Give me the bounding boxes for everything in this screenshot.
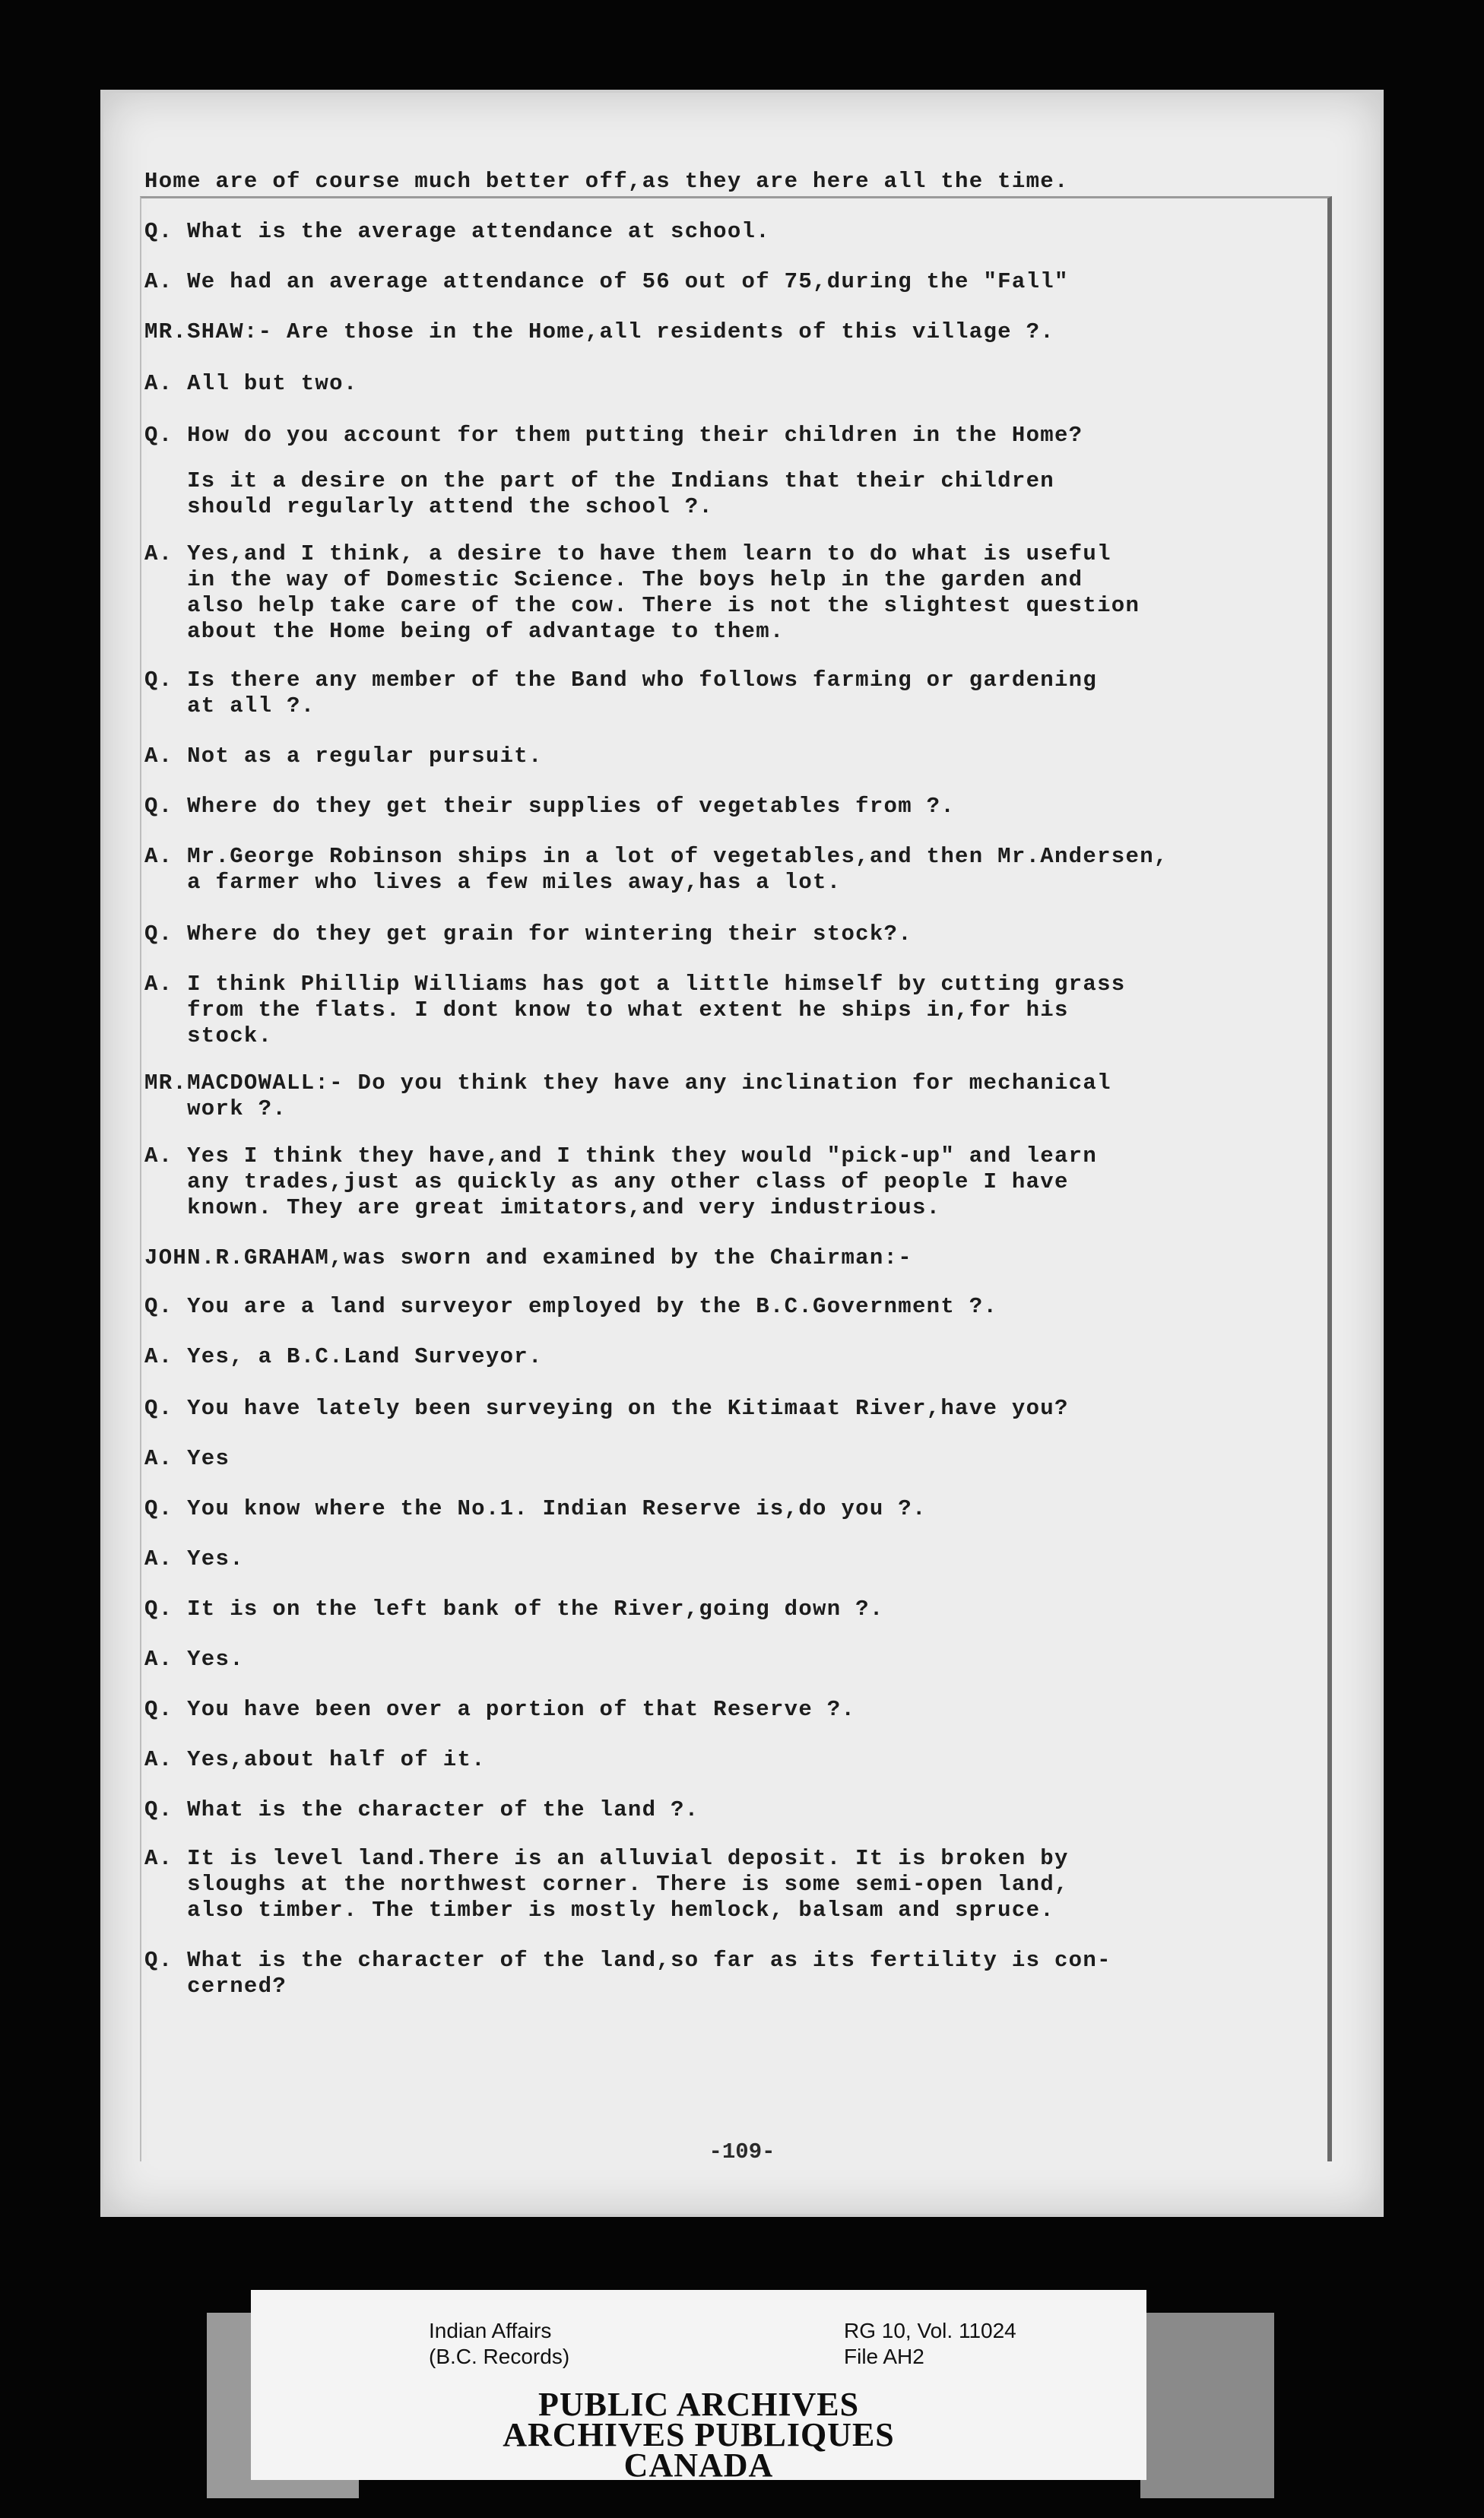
transcript-line: cerned?	[144, 1974, 287, 1999]
transcript-line: Q. What is the character of the land ?.	[144, 1797, 699, 1822]
transcript-line: A. All but two.	[144, 371, 358, 396]
transcript-line: Q. Is there any member of the Band who follows farming or gardening	[144, 668, 1098, 693]
transcript-line: A. I think Phillip Williams has got a little himself by cutting grass	[144, 972, 1126, 997]
transcript-line: Q. You have been over a portion of that Reserve ?.	[144, 1697, 856, 1722]
label-card-shadow-right	[1140, 2313, 1274, 2498]
transcript-line: Q. What is the average attendance at school.	[144, 219, 770, 244]
transcript-line: at all ?.	[144, 693, 316, 718]
transcript-line: Q. How do you account for them putting their children in the Home?	[144, 423, 1083, 448]
transcript-line: A. It is level land.There is an alluvial deposit. It is broken by	[144, 1846, 1069, 1871]
transcript-line: also help take care of the cow. There is not the slightest question	[144, 593, 1140, 618]
transcript-line: sloughs at the northwest corner. There is some semi-open land,	[144, 1872, 1069, 1897]
transcript-line: Q. What is the character of the land,so far as its fertility is con-	[144, 1948, 1111, 1973]
transcript-line: MR.MACDOWALL:- Do you think they have any inclination for mechanical	[144, 1070, 1111, 1096]
transcript-line: A. Yes I think they have,and I think they would "pick-up" and learn	[144, 1143, 1098, 1169]
archive-stamp-line-3: CANADA	[623, 2447, 774, 2484]
archive-stamp-line-1: PUBLIC ARCHIVES	[537, 2386, 860, 2423]
transcript-line: JOHN.R.GRAHAM,was sworn and examined by the Chairman:-	[144, 1245, 912, 1270]
transcript-line: should regularly attend the school ?.	[144, 494, 714, 519]
transcript-line: Q. It is on the left bank of the River,going down ?.	[144, 1597, 884, 1622]
transcript-line: MR.SHAW:- Are those in the Home,all residents of this village ?.	[144, 319, 1054, 344]
transcript-line: A. Mr.George Robinson ships in a lot of vegetables,and then Mr.Andersen,	[144, 844, 1168, 869]
transcript-line: A. Yes.	[144, 1546, 244, 1571]
page-number: -109-	[709, 2139, 775, 2164]
transcript-line: from the flats. I dont know to what extent he ships in,for his	[144, 997, 1069, 1023]
transcript-line: A. Yes	[144, 1446, 230, 1471]
transcript-line: A. Not as a regular pursuit.	[144, 744, 543, 769]
transcript-line: A. Yes,and I think, a desire to have them learn to do what is useful	[144, 541, 1111, 566]
transcript-line: Home are of course much better off,as they are here all the time.	[144, 169, 1069, 194]
transcript-line: A. Yes,about half of it.	[144, 1747, 486, 1772]
transcript-line: known. They are great imitators,and very industrious.	[144, 1195, 941, 1220]
transcript-line: a farmer who lives a few miles away,has a lot.	[144, 870, 842, 895]
label-fonds-name: Indian Affairs	[429, 2319, 552, 2342]
label-fonds-subtitle: (B.C. Records)	[429, 2345, 570, 2368]
transcript-line: Q. Where do they get their supplies of vegetables from ?.	[144, 794, 956, 819]
transcript-line: in the way of Domestic Science. The boys help in the garden and	[144, 567, 1083, 592]
transcript-line: stock.	[144, 1023, 273, 1048]
transcript-line: A. Yes, a B.C.Land Surveyor.	[144, 1344, 543, 1369]
archive-stamp-line-2: ARCHIVES PUBLIQUES	[503, 2416, 895, 2453]
transcript-line: about the Home being of advantage to them.	[144, 619, 785, 644]
transcript-line: A. Yes.	[144, 1647, 244, 1672]
transcript-line: Q. Where do they get grain for wintering their stock?.	[144, 921, 912, 947]
transcript-line: Is it a desire on the part of the Indians that their children	[144, 468, 1054, 493]
transcript-line: Q. You are a land surveyor employed by the B.C.Government ?.	[144, 1294, 998, 1319]
transcript-line: also timber. The timber is mostly hemlock, balsam and spruce.	[144, 1898, 1054, 1923]
label-file-number: File AH2	[844, 2345, 924, 2368]
transcript-line: Q. You know where the No.1. Indian Reserve is,do you ?.	[144, 1496, 927, 1521]
transcript-line: A. We had an average attendance of 56 out of 75,during the "Fall"	[144, 269, 1069, 294]
label-reference-number: RG 10, Vol. 11024	[844, 2319, 1016, 2342]
transcript-line: work ?.	[144, 1096, 287, 1121]
transcript-line: any trades,just as quickly as any other class of people I have	[144, 1169, 1069, 1194]
transcript-line: Q. You have lately been surveying on the Kitimaat River,have you?	[144, 1396, 1069, 1421]
